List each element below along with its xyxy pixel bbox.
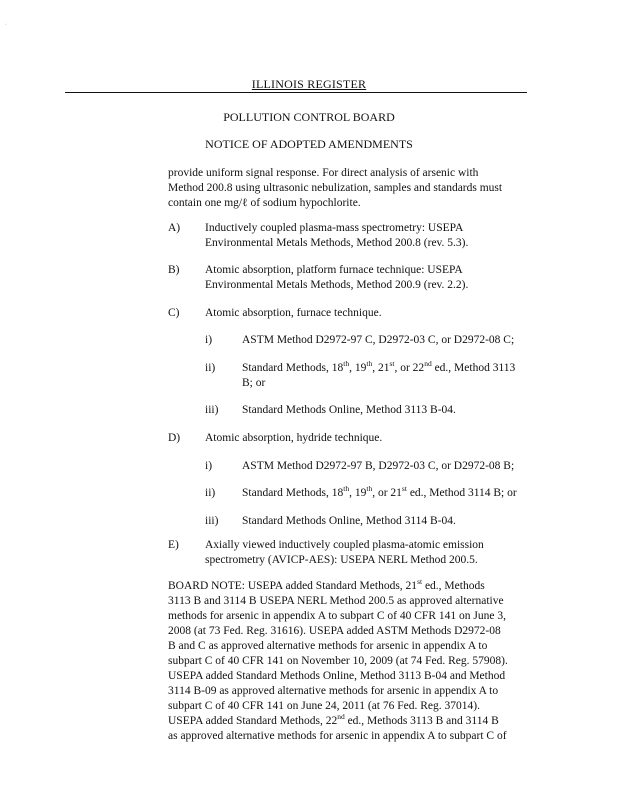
board-note-line-6: subpart C of 40 CFR 141 on November 10, 2009 (at 74 Fed. Reg. 57908).: [168, 655, 508, 667]
item-c-ii-line-1: Standard Methods, 18th, 19th, 21st, or 22nd ed., Method 3113: [242, 359, 516, 374]
notice-title: NOTICE OF ADOPTED AMENDMENTS: [205, 137, 413, 151]
item-b-label: B): [168, 264, 180, 276]
item-c-i-label: i): [205, 334, 213, 346]
item-c-ii-label: ii): [205, 362, 216, 374]
board-note-line-7: USEPA added Standard Methods Online, Method 3113 B-04 and Method: [168, 670, 506, 682]
board-note-line-2: 3113 B and 3114 B USEPA NERL Method 200.5 as approved alternative: [168, 595, 504, 607]
item-a-line-2: Environmental Metals Methods, Method 200.8 (rev. 5.3).: [205, 237, 469, 249]
item-d-i-text: ASTM Method D2972-97 B, D2972-03 C, or D2972-08 B;: [242, 460, 515, 472]
item-c-ii-line-2: B; or: [242, 377, 266, 389]
board-note-line-8: 3114 B-09 as approved alternative methods for arsenic in appendix A to: [168, 685, 499, 697]
header-rule: [65, 92, 527, 93]
item-d-iii-text: Standard Methods Online, Method 3114 B-04.: [242, 515, 456, 527]
item-d-i-label: i): [205, 460, 213, 472]
board-note-line-11: as approved alternative methods for arsenic in appendix A to subpart C of: [168, 730, 507, 742]
item-c-iii-text: Standard Methods Online, Method 3113 B-04.: [242, 404, 456, 416]
item-e-line-2: spectrometry (AVICP-AES): USEPA NERL Method 200.5.: [205, 554, 478, 566]
intro-line-1: provide uniform signal response. For direct analysis of arsenic with: [168, 167, 479, 179]
item-d-ii-text: Standard Methods, 18th, 19th, or 21st ed., Method 3114 B; or: [242, 484, 517, 499]
board-note-line-10: USEPA added Standard Methods, 22nd ed., Methods 3113 B and 3114 B: [168, 712, 499, 727]
board-note-line-5: B and C as approved alternative methods for arsenic in appendix A to: [168, 640, 488, 652]
item-b-line-1: Atomic absorption, platform furnace technique: USEPA: [205, 264, 463, 276]
item-c-iii-label: iii): [205, 404, 219, 416]
intro-line-3: contain one mg/ℓ of sodium hypochlorite.: [168, 197, 361, 209]
item-b-line-2: Environmental Metals Methods, Method 200.9 (rev. 2.2).: [205, 279, 469, 291]
item-a-line-1: Inductively coupled plasma-mass spectrometry: USEPA: [205, 222, 464, 234]
item-a-label: A): [168, 222, 181, 234]
board-note-line-4: 2008 (at 73 Fed. Reg. 31616). USEPA added ASTM Methods D2972-08: [168, 625, 501, 637]
item-c-label: C): [168, 307, 180, 319]
board-note-line-1: BOARD NOTE: USEPA added Standard Methods, 21st ed., Methods: [168, 577, 485, 592]
item-d-label: D): [168, 432, 181, 444]
board-note-line-9: subpart C of 40 CFR 141 on June 24, 2011 (at 76 Fed. Reg. 37014).: [168, 700, 480, 712]
item-d-text: Atomic absorption, hydride technique.: [205, 432, 383, 444]
item-d-iii-label: iii): [205, 515, 219, 527]
item-c-text: Atomic absorption, furnace technique.: [205, 307, 382, 319]
register-header: ILLINOIS REGISTER: [251, 77, 367, 91]
board-name: POLLUTION CONTROL BOARD: [223, 110, 395, 124]
item-d-ii-label: ii): [205, 487, 216, 499]
intro-line-2: Method 200.8 using ultrasonic nebulization, samples and standards must: [168, 182, 503, 194]
board-note-line-3: methods for arsenic in appendix A to subpart C of 40 CFR 141 on June 3,: [168, 610, 506, 622]
item-e-line-1: Axially viewed inductively coupled plasma-atomic emission: [205, 539, 484, 551]
page-mark: ·: [5, 22, 7, 28]
item-e-label: E): [168, 539, 179, 551]
item-c-i-text: ASTM Method D2972-97 C, D2972-03 C, or D2972-08 C;: [242, 334, 515, 346]
